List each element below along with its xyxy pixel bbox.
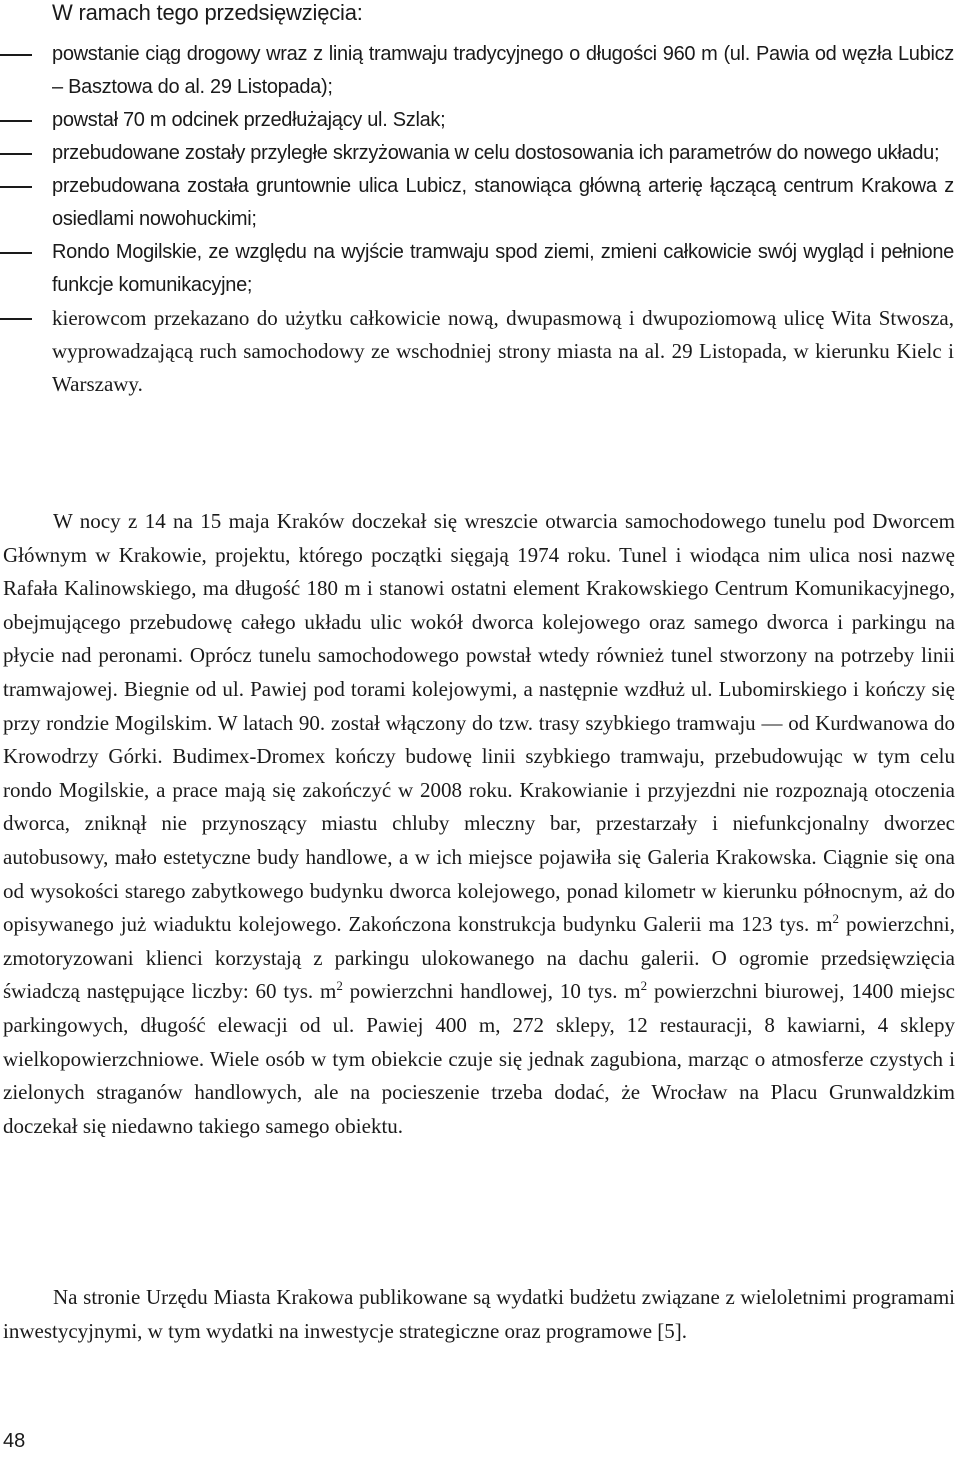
dash-marker (0, 153, 32, 155)
bullet-item (0, 137, 954, 170)
dash-marker (0, 120, 32, 122)
bullet-text: powstał 70 m odcinek przedłużający ul. Szlak; (52, 109, 446, 131)
bullet-item (0, 170, 954, 236)
superscript: 2 (640, 978, 648, 994)
bullet-text: Rondo Mogilskie, ze względu na wyjście tramwaju spod ziemi, zmieni całkowicie swój wygląd i pełnione funkcje komunikacyjne; (52, 241, 954, 296)
superscript: 2 (832, 911, 840, 927)
bullet-text: kierowcom przekazano do użytku całkowicie nową, dwupasmową i dwupoziomową ulicę Wita Stwosza, wyprowadzającą ruch samochodowy ze wschodniej strony miasta na al. 29 Listopada, w kierunku Kielc i Warszawy. (52, 306, 954, 396)
bullet-text: przebudowana została gruntownie ulica Lubicz, stanowiąca główną arterię łączącą centrum Krakowa z osiedlami nowohuckimi; (52, 175, 954, 230)
page-number: 48 (3, 1430, 26, 1452)
bullet-text: przebudowane zostały przyległe skrzyżowania w celu dostosowania ich parametrów do nowego układu; (52, 142, 940, 164)
paragraph-text: powierzchni handlowej, 10 tys. m (342, 979, 641, 1004)
dash-marker (0, 186, 32, 188)
paragraph-text: powierzchni biurowej, 1400 miejsc parkingowych, długość elewacji od ul. Pawiej 400 m, 272 sklepy, 12 restauracji, 8 kawiarni, 4 sklepy wielkopowierzchniowe. Wiele osób w tym obiekcie czuje się jednak zagubiona, marząc o atmosferze czystych i zielonych straganów handlowych, ale na pocieszenie trzeba dodać, że Wrocław na Placu Grunwaldzkim doczekał się niedawno takiego samego obiektu. (3, 979, 955, 1138)
intro-line: W ramach tego przedsięwzięcia: (52, 0, 363, 25)
bullet-item (0, 38, 954, 104)
bullet-text: powstanie ciąg drogowy wraz z linią tramwaju tradycyjnego o długości 960 m (ul. Pawia od węzła Lubicz – Basztowa do al. 29 Listopada); (52, 43, 954, 98)
paragraph-text: powierzchni, zmotoryzowani klienci korzystają z parkingu ulokowanego na dachu galerii. O ogromie przedsięwzięcia świadczą następujące liczby: 60 tys. m (3, 912, 955, 1004)
bullet-item (0, 104, 954, 137)
superscript: 2 (336, 978, 343, 994)
bullet-item (0, 302, 954, 401)
dash-marker (0, 54, 32, 56)
bullet-list (0, 38, 960, 401)
body-paragraph-tunnel (3, 505, 955, 1143)
body-paragraph-budget: Na stronie Urzędu Miasta Krakowa publikowane są wydatki budżetu związane z wieloletnimi programami inwestycyjnymi, w tym wydatki na inwestycje strategiczne oraz programowe [5]. (3, 1285, 955, 1343)
dash-marker (0, 252, 32, 254)
paragraph-text: W nocy z 14 na 15 maja Kraków doczekał się wreszcie otwarcia samochodowego tunelu pod Dworcem Głównym w Krakowie, projektu, którego początki sięgają 1974 roku. Tunel i wiodąca nim ulica nosi nazwę Rafała Kalinowskiego, ma długość 180 m i stanowi ostatni element Krakowskiego Centrum Komunikacyjnego, obejmującego przebudowę całego układu ulic wokół dworca kolejowego oraz samego dworca i parkingu na płycie nad peronami. Oprócz tunelu samochodowego powstał wtedy również tunel stworzony na potrzeby linii tramwajowej. Biegnie od ul. Pawiej pod torami kolejowymi, a następnie wzdłuż ul. Lubomirskiego i kończy się przy rondzie Mogilskim. W latach 90. został włączony do tzw. trasy szybkiego tramwaju — od Kurdwanowa do Krowodrzy Górki. Budimex-Dromex kończy budowę linii szybkiego tramwaju, przebudowując w tym celu rondo Mogilskie, a prace mają się zakończyć w 2008 roku. Krakowianie i przyjezdni nie rozpoznają otoczenia dworca, zniknął nie przynoszący miastu chluby mleczny bar, przestarzały i niefunkcjonalny dworzec autobusowy, mało estetyczne budy handlowe, a w ich miejsce pojawiła się Galeria Krakowska. Ciągnie się ona od wysokości starego zabytkowego budynku dworca kolejowego, ponad kilometr w kierunku północnym, aż do opisywanego już wiaduktu kolejowego. Zakończona konstrukcja budynku Galerii ma 123 tys. m (3, 509, 955, 937)
bullet-item (0, 236, 954, 302)
dash-marker (0, 318, 32, 320)
